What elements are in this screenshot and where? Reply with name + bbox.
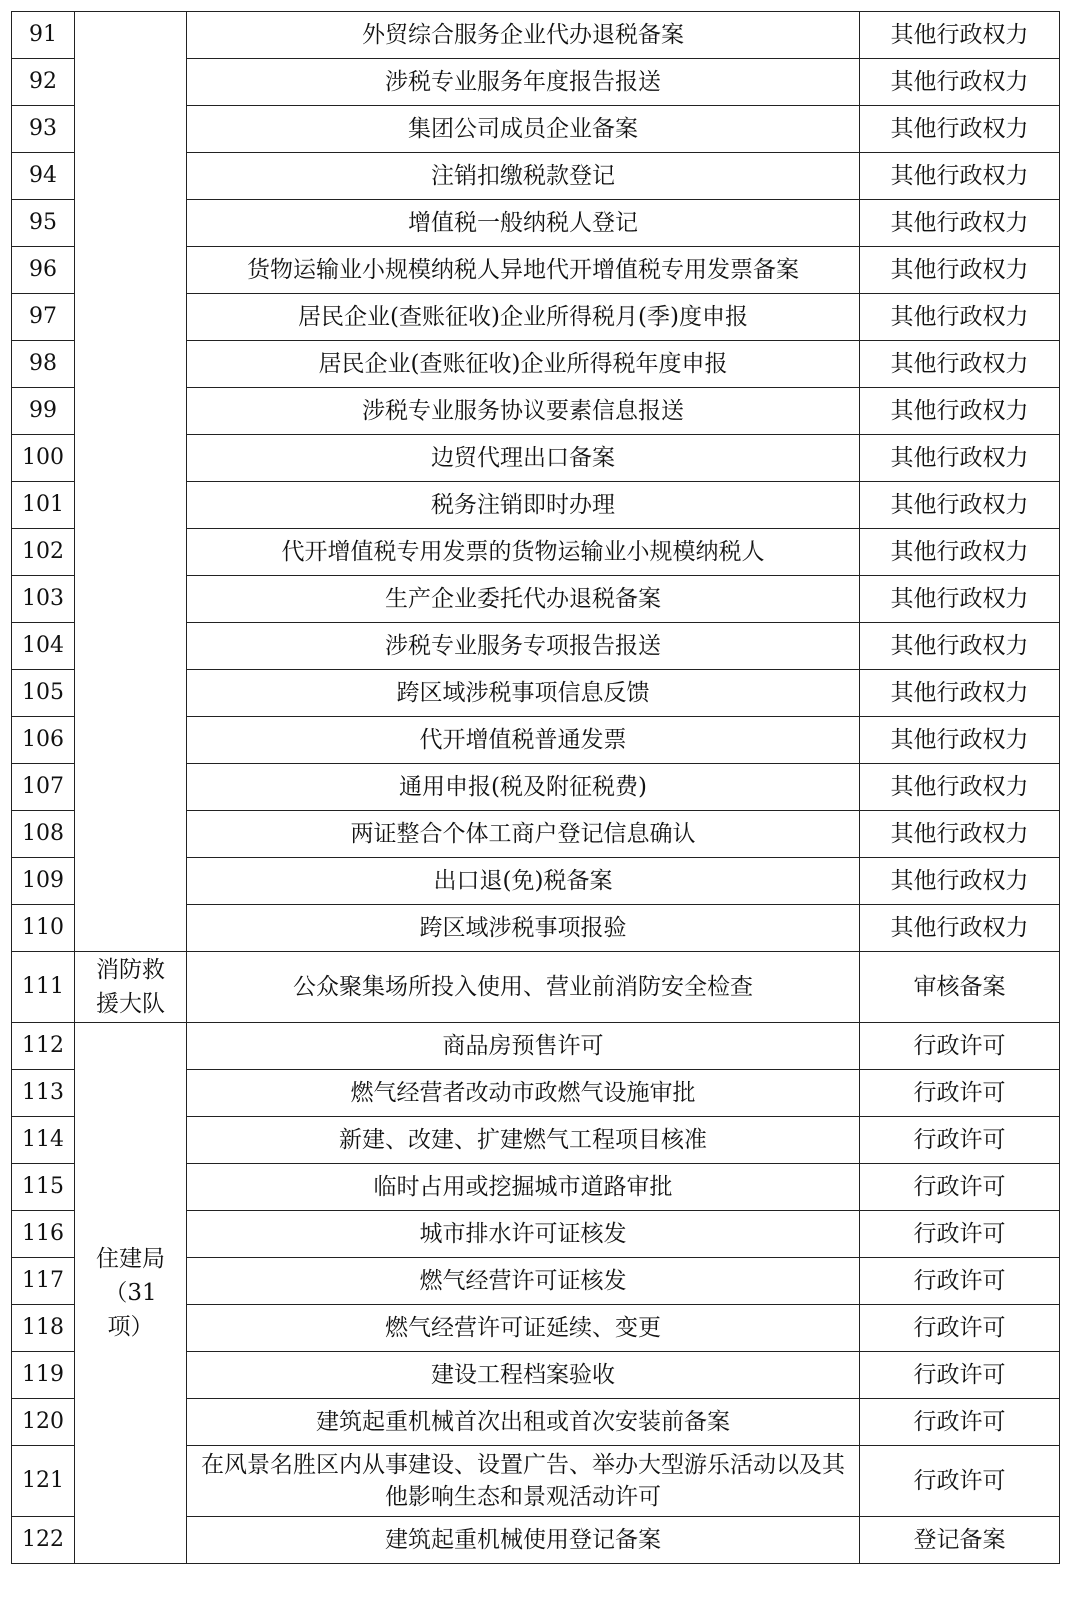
power-type: 行政许可 [860, 1117, 1060, 1164]
department-cell [75, 12, 187, 952]
item-name: 城市排水许可证核发 [187, 1211, 860, 1258]
row-number: 119 [12, 1352, 75, 1399]
row-number: 93 [12, 106, 75, 153]
power-type: 其他行政权力 [860, 670, 1060, 717]
row-number: 102 [12, 529, 75, 576]
table-row [12, 1023, 1060, 1070]
row-number: 108 [12, 811, 75, 858]
power-type: 行政许可 [860, 1258, 1060, 1305]
row-number: 111 [12, 952, 75, 1023]
row-number: 97 [12, 294, 75, 341]
item-name: 建筑起重机械首次出租或首次安装前备案 [187, 1399, 860, 1446]
item-name: 居民企业(查账征收)企业所得税月(季)度申报 [187, 294, 860, 341]
power-type: 其他行政权力 [860, 12, 1060, 59]
item-name: 边贸代理出口备案 [187, 435, 860, 482]
item-name: 生产企业委托代办退税备案 [187, 576, 860, 623]
item-name: 跨区域涉税事项报验 [187, 905, 860, 952]
power-type: 其他行政权力 [860, 482, 1060, 529]
power-type: 其他行政权力 [860, 905, 1060, 952]
row-number: 109 [12, 858, 75, 905]
item-name: 涉税专业服务协议要素信息报送 [187, 388, 860, 435]
row-number: 115 [12, 1164, 75, 1211]
power-list-table [11, 11, 1060, 1564]
item-name: 外贸综合服务企业代办退税备案 [187, 12, 860, 59]
row-number: 94 [12, 153, 75, 200]
power-type: 行政许可 [860, 1352, 1060, 1399]
row-number: 106 [12, 717, 75, 764]
power-type: 行政许可 [860, 1070, 1060, 1117]
row-number: 103 [12, 576, 75, 623]
item-name: 涉税专业服务专项报告报送 [187, 623, 860, 670]
row-number: 95 [12, 200, 75, 247]
power-type: 行政许可 [860, 1446, 1060, 1517]
row-number: 96 [12, 247, 75, 294]
row-number: 105 [12, 670, 75, 717]
power-type: 其他行政权力 [860, 59, 1060, 106]
item-name: 涉税专业服务年度报告报送 [187, 59, 860, 106]
power-type: 登记备案 [860, 1517, 1060, 1564]
row-number: 122 [12, 1517, 75, 1564]
power-list-table-container [11, 11, 1059, 1564]
row-number: 113 [12, 1070, 75, 1117]
item-name: 两证整合个体工商户登记信息确认 [187, 811, 860, 858]
power-type: 其他行政权力 [860, 717, 1060, 764]
power-type: 其他行政权力 [860, 623, 1060, 670]
power-type: 其他行政权力 [860, 200, 1060, 247]
table-row [12, 952, 1060, 1023]
department-cell: 住建局（31项） [75, 1023, 187, 1564]
item-name: 居民企业(查账征收)企业所得税年度申报 [187, 341, 860, 388]
table-row [12, 12, 1060, 59]
row-number: 120 [12, 1399, 75, 1446]
power-type: 其他行政权力 [860, 341, 1060, 388]
power-type: 其他行政权力 [860, 435, 1060, 482]
item-name: 建筑起重机械使用登记备案 [187, 1517, 860, 1564]
row-number: 110 [12, 905, 75, 952]
item-name: 注销扣缴税款登记 [187, 153, 860, 200]
row-number: 91 [12, 12, 75, 59]
power-type: 行政许可 [860, 1399, 1060, 1446]
item-name: 建设工程档案验收 [187, 1352, 860, 1399]
row-number: 99 [12, 388, 75, 435]
row-number: 92 [12, 59, 75, 106]
row-number: 107 [12, 764, 75, 811]
row-number: 114 [12, 1117, 75, 1164]
item-name: 代开增值税专用发票的货物运输业小规模纳税人 [187, 529, 860, 576]
department-cell: 消防救援大队 [75, 952, 187, 1023]
row-number: 104 [12, 623, 75, 670]
row-number: 98 [12, 341, 75, 388]
item-name: 集团公司成员企业备案 [187, 106, 860, 153]
power-type: 其他行政权力 [860, 388, 1060, 435]
power-type: 其他行政权力 [860, 858, 1060, 905]
row-number: 121 [12, 1446, 75, 1517]
item-name: 跨区域涉税事项信息反馈 [187, 670, 860, 717]
power-type: 行政许可 [860, 1305, 1060, 1352]
item-name: 在风景名胜区内从事建设、设置广告、举办大型游乐活动以及其他影响生态和景观活动许可 [187, 1446, 860, 1517]
row-number: 118 [12, 1305, 75, 1352]
power-type: 行政许可 [860, 1211, 1060, 1258]
row-number: 117 [12, 1258, 75, 1305]
item-name: 增值税一般纳税人登记 [187, 200, 860, 247]
power-type: 其他行政权力 [860, 529, 1060, 576]
item-name: 货物运输业小规模纳税人异地代开增值税专用发票备案 [187, 247, 860, 294]
power-type: 其他行政权力 [860, 576, 1060, 623]
power-type: 其他行政权力 [860, 247, 1060, 294]
item-name: 出口退(免)税备案 [187, 858, 860, 905]
item-name: 通用申报(税及附征税费) [187, 764, 860, 811]
power-type: 其他行政权力 [860, 294, 1060, 341]
item-name: 公众聚集场所投入使用、营业前消防安全检查 [187, 952, 860, 1023]
row-number: 112 [12, 1023, 75, 1070]
row-number: 100 [12, 435, 75, 482]
table-body [12, 12, 1060, 1564]
power-type: 行政许可 [860, 1023, 1060, 1070]
power-type: 审核备案 [860, 952, 1060, 1023]
item-name: 新建、改建、扩建燃气工程项目核准 [187, 1117, 860, 1164]
item-name: 燃气经营许可证延续、变更 [187, 1305, 860, 1352]
item-name: 燃气经营者改动市政燃气设施审批 [187, 1070, 860, 1117]
power-type: 行政许可 [860, 1164, 1060, 1211]
item-name: 税务注销即时办理 [187, 482, 860, 529]
row-number: 116 [12, 1211, 75, 1258]
item-name: 代开增值税普通发票 [187, 717, 860, 764]
power-type: 其他行政权力 [860, 764, 1060, 811]
power-type: 其他行政权力 [860, 106, 1060, 153]
power-type: 其他行政权力 [860, 153, 1060, 200]
item-name: 临时占用或挖掘城市道路审批 [187, 1164, 860, 1211]
row-number: 101 [12, 482, 75, 529]
item-name: 商品房预售许可 [187, 1023, 860, 1070]
power-type: 其他行政权力 [860, 811, 1060, 858]
item-name: 燃气经营许可证核发 [187, 1258, 860, 1305]
